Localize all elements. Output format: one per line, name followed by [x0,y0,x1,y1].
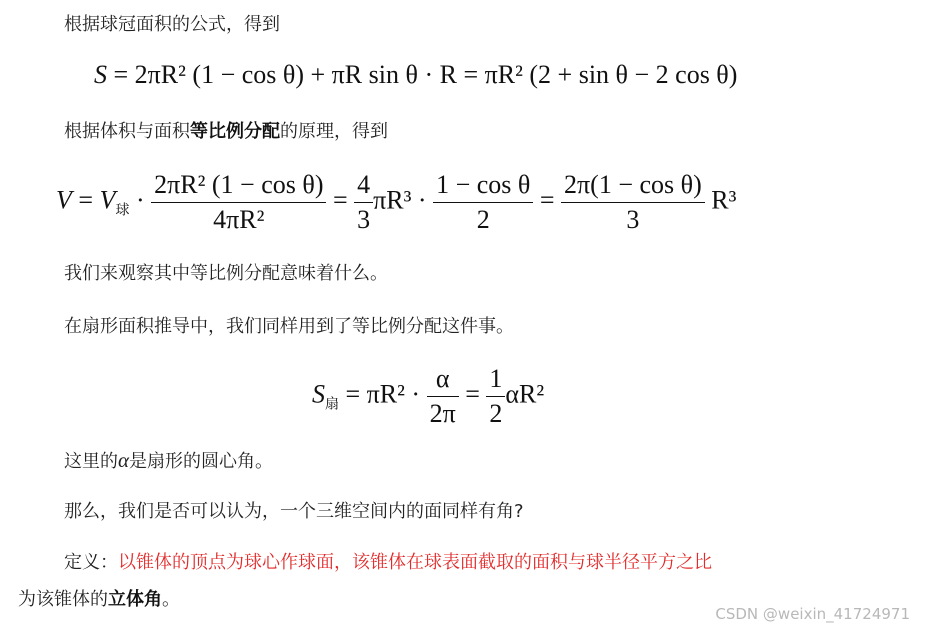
paragraph-question: 那么，我们是否可以认为，一个三维空间内的面同样有角? [64,501,524,522]
paragraph-proportion: 根据体积与面积等比例分配的原理，得到 [64,121,388,142]
bold-proportional-distribution: 等比例分配 [190,121,280,142]
fraction-alpha: $\frac{\alpha}{2\pi}$ [427,362,459,431]
bold-solid-angle: 立体角 [108,589,162,610]
alpha-symbol: α [118,448,130,472]
paragraph-observe: 我们来观察其中等比例分配意味着什么。 [64,263,388,284]
definition-text: 以锥体的顶点为球心作球面，该锥体在球表面截取的面积与球半径平方之比 [118,552,712,573]
csdn-watermark: CSDN @weixin_41724971 [715,605,910,623]
paragraph-definition: 定义：以锥体的顶点为球心作球面，该锥体在球表面截取的面积与球半径平方之比 [64,552,712,573]
fraction-1: $\frac{\text{2πR² (1 − cos θ)}}{\text{4πR²}}$ [151,168,326,237]
fraction-3: $\frac{\text{1 − cos θ}}{2}$ [433,168,533,237]
paragraph-spherical-cap: 根据球冠面积的公式，得到 [64,14,280,35]
paragraph-alpha: 这里的α是扇形的圆心角。 [64,448,274,472]
equation-surface-area: S = 2πR² (1 − cos θ) + πR sin θ · R = πR² (2 + sin θ − 2 cos θ) [94,60,738,89]
fraction-4: $\frac{\text{2π(1 − cos θ)}}{3}$ [561,168,705,237]
paragraph-sector: 在扇形面积推导中，我们同样用到了等比例分配这件事。 [64,316,514,337]
equation-volume: $V = V_球$ · $\frac{\text{2πR² (1 − cos θ)}}{\text{4πR²}}$ = $\frac{4}{3}$ πR³ · $\frac{\text{1 − cos θ}}{2}$ = $\frac{\text{2π(1 − cos θ)}}{3}$ R³ [56,168,736,237]
paragraph-solid-angle: 为该锥体的立体角。 [18,589,180,610]
equation-sector-area: $S_扇 = \pi R^2$ · $\frac{\alpha}{2\pi}$ = $\frac{1}{2}$ αR² [312,362,544,431]
fraction-2: $\frac{4}{3}$ [354,168,373,237]
fraction-half: $\frac{1}{2}$ [486,362,505,431]
